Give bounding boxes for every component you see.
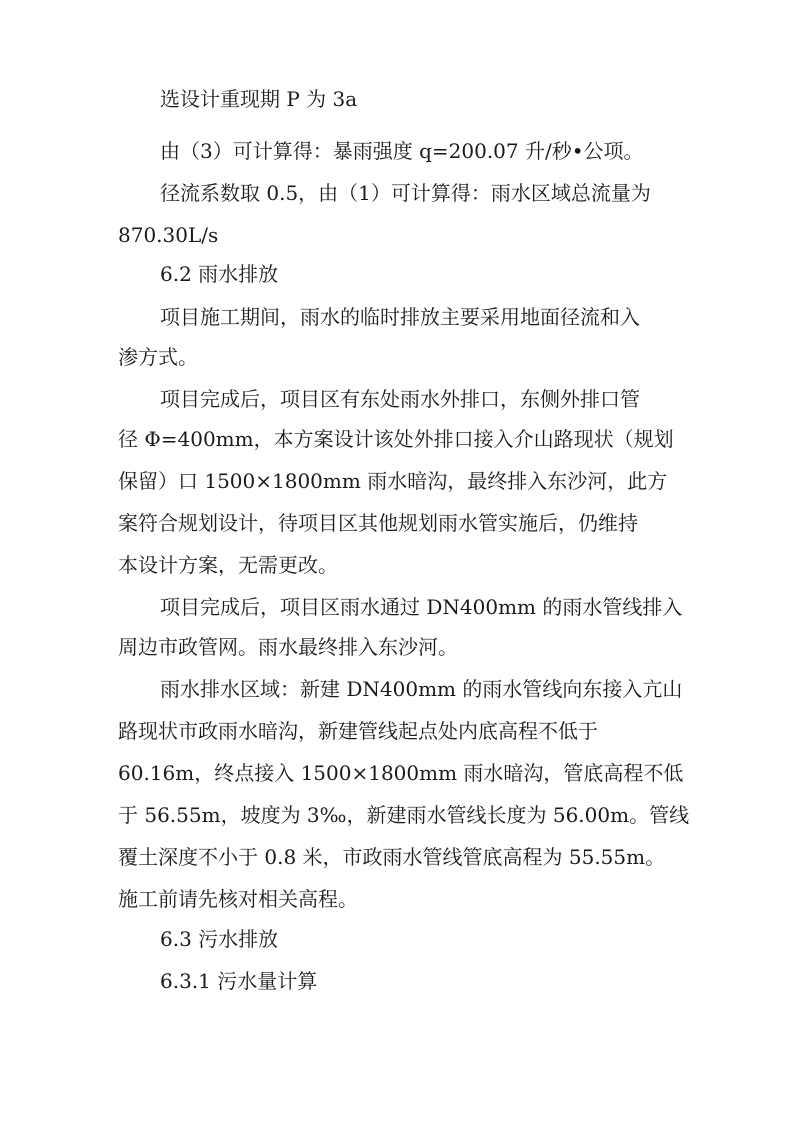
text-line-1: 选设计重现期 P 为 3a (160, 87, 358, 111)
text-line-10: 保留）口 1500×1800mm 雨水暗沟，最终排入东沙河，此方 (118, 469, 668, 493)
text-line-20: 施工前请先核对相关高程。 (118, 887, 358, 911)
text-line-9: 径 Φ=400mm，本方案设计该处外排口接入介山路现状（规划 (118, 427, 674, 451)
text-line-15: 雨水排水区域：新建 DN400mm 的雨水管线向东接入亢山 (160, 677, 683, 701)
text-line-16: 路现状市政雨水暗沟，新建管线起点处内底高程不低于 (118, 719, 598, 743)
text-line-14: 周边市政管网。雨水最终排入东沙河。 (118, 635, 458, 659)
text-line-18: 于 56.55m，坡度为 3‰，新建雨水管线长度为 56.00m。管线 (118, 803, 690, 827)
text-line-19: 覆土深度不小于 0.8 米，市政雨水管线管底高程为 55.55m。 (118, 845, 666, 869)
text-line-17: 60.16m，终点接入 1500×1800mm 雨水暗沟，管底高程不低 (118, 761, 684, 785)
text-line-6: 项目施工期间，雨水的临时排放主要采用地面径流和入 (160, 305, 640, 329)
text-line-2: 由（3）可计算得：暴雨强度 q=200.07 升/秒•公项。 (160, 139, 644, 163)
text-line-12: 本设计方案，无需更改。 (118, 553, 338, 577)
text-line-11: 案符合规划设计，待项目区其他规划雨水管实施后，仍维持 (118, 511, 638, 535)
text-line-3: 径流系数取 0.5，由（1）可计算得：雨水区域总流量为 (160, 181, 651, 205)
text-line-13: 项目完成后，项目区雨水通过 DN400mm 的雨水管线排入 (160, 595, 683, 619)
text-line-4: 870.30L/s (118, 223, 219, 247)
section-heading-6-2: 6.2 雨水排放 (160, 262, 279, 286)
text-line-7: 渗方式。 (118, 345, 198, 369)
section-heading-6-3: 6.3 污水排放 (160, 927, 279, 951)
text-line-8: 项目完成后，项目区有东处雨水外排口，东侧外排口管 (160, 387, 640, 411)
subsection-heading-6-3-1: 6.3.1 污水量计算 (160, 969, 318, 993)
